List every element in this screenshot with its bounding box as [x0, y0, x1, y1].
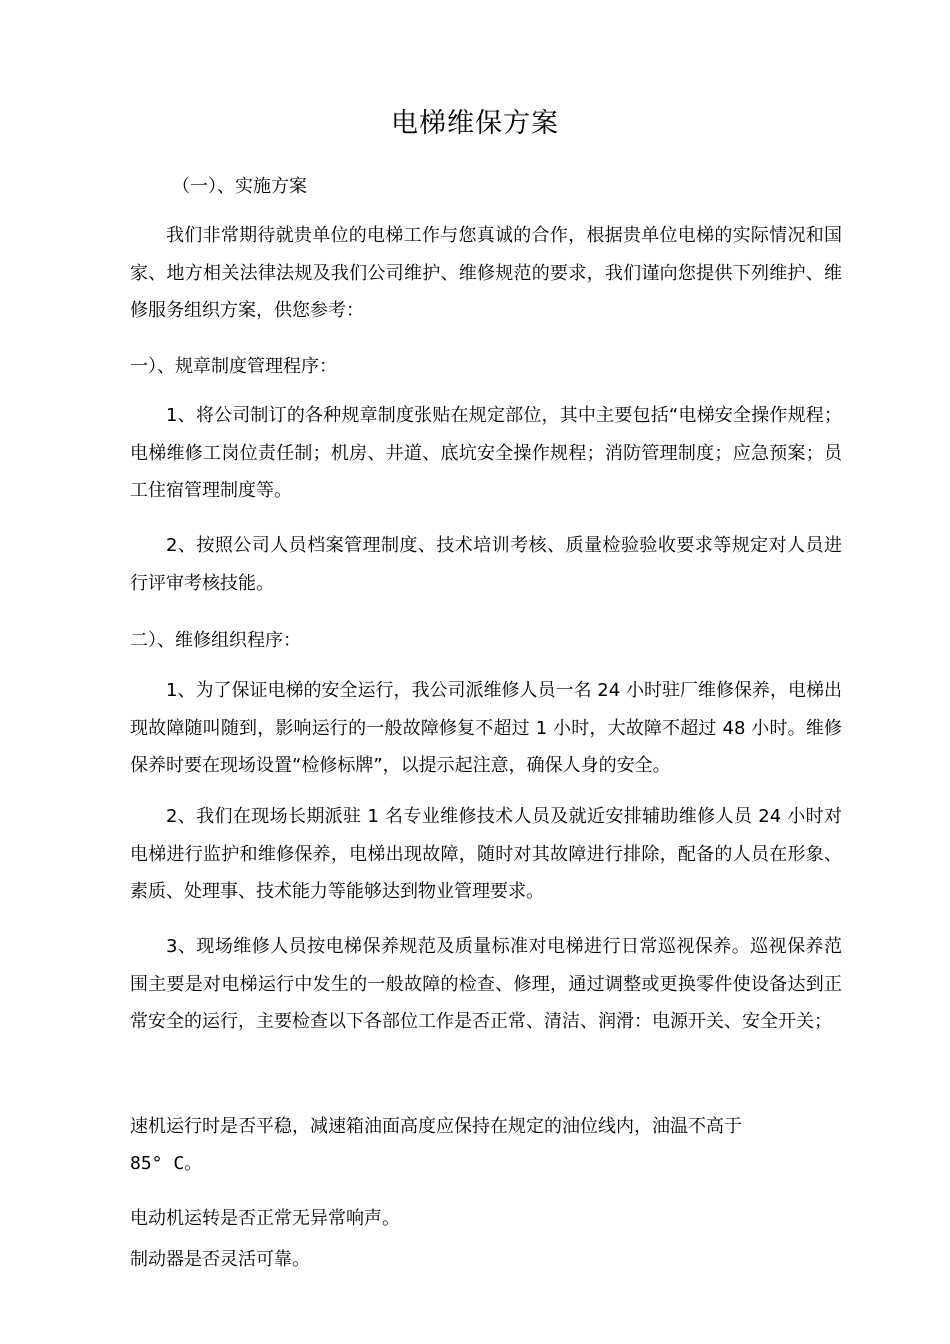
intro-paragraph: 我们非常期待就贵单位的电梯工作与您真诚的合作，根据贵单位电梯的实际情况和国家、地方相关法律法规及我们公司维护、维修规范的要求，我们谨向您提供下列维护、维修服务组织方案，供您参考： — [130, 225, 842, 321]
check-brake: 制动器是否灵活可靠。 — [130, 1249, 310, 1270]
section1-item-2: 2、按照公司人员档案管理制度、技术培训考核、质量检验验收要求等规定对人员进行评审考核技能。 — [130, 535, 842, 594]
check-motor: 电动机运转是否正常无异常响声。 — [130, 1208, 400, 1229]
check-speed-line-2: 85° C。 — [130, 1153, 203, 1174]
section2-item-2: 2、我们在现场长期派驻 1 名专业维修技术人员及就近安排辅助维修人员 24 小时对电梯进行监护和维修保养，电梯出现故障，随时对其故障进行排除，配备的人员在形象、素质、处理事、技术能力等能够达到物业管理要求。 — [130, 806, 842, 902]
section2-heading: 二）、维修组织程序： — [130, 630, 301, 651]
check-speed-line-1: 速机运行时是否平稳，减速箱油面高度应保持在规定的油位线内，油温不高于 — [130, 1116, 742, 1137]
section2-item-1: 1、为了保证电梯的安全运行，我公司派维修人员一名 24 小时驻厂维修保养，电梯出现故障随叫随到，影响运行的一般故障修复不超过 1 小时，大故障不超过 48 小时。维修保养时要在现场设置“检修标牌”，以提示起注意，确保人身的安全。 — [130, 680, 842, 776]
section1-item-1: 1、将公司制订的各种规章制度张贴在规定部位，其中主要包括“电梯安全操作规程；电梯维修工岗位责任制；机房、井道、底坑安全操作规程；消防管理制度；应急预案；员工住宿管理制度等。 — [130, 405, 842, 501]
section-intro-heading: （一）、实施方案 — [172, 176, 307, 197]
section1-heading: 一）、规章制度管理程序： — [130, 356, 337, 377]
section2-item-3: 3、现场维修人员按电梯保养规范及质量标准对电梯进行日常巡视保养。巡视保养范围主要是对电梯运行中发生的一般故障的检查、修理，通过调整或更换零件使设备达到正常安全的运行，主要检查以下各部位工作是否正常、清洁、润滑：电源开关、安全开关； — [130, 936, 842, 1032]
document-title: 电梯维保方案 — [391, 108, 559, 139]
